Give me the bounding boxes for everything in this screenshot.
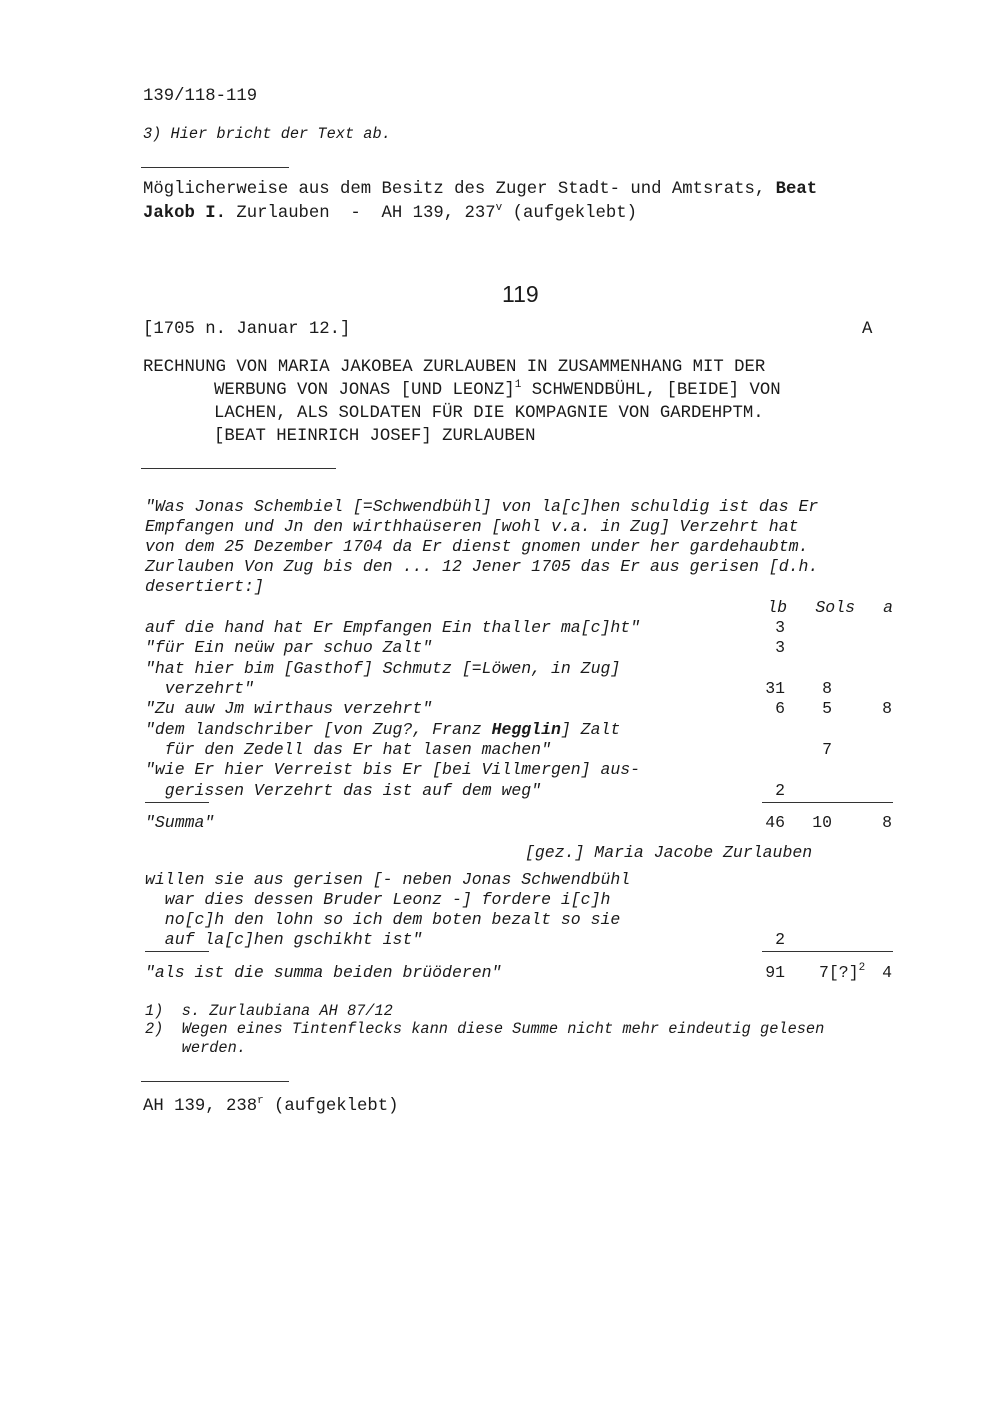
summa-lb: 46 bbox=[765, 813, 785, 832]
addendum-lb: 2 bbox=[775, 930, 785, 949]
addendum-line-3: no[c]h den lohn so ich dem boten bezalt so sie bbox=[145, 910, 621, 929]
column-header-sols: Sols bbox=[815, 598, 855, 617]
intro-line-5: desertiert:] bbox=[145, 577, 264, 596]
footer-rule bbox=[141, 1081, 289, 1082]
archive-reference: AH 139, 238$^r$ (aufgeklebt) bbox=[143, 1095, 399, 1116]
total-label: "als ist die summa beiden brüöderen" bbox=[145, 963, 502, 982]
footnote-rule bbox=[141, 167, 289, 168]
provenance-line-2: Jakob I. Zurlauben - AH 139, 237$^v$ (aufgeklebt) bbox=[143, 202, 638, 223]
left-sum-rule bbox=[145, 802, 209, 803]
account-row-1-lb: 3 bbox=[775, 618, 785, 637]
addendum-line-2: war dies dessen Bruder Leonz -] fordere i[c]h bbox=[145, 890, 611, 909]
footnote-2-line-2: werden. bbox=[145, 1039, 246, 1057]
page-reference: 139/118-119 bbox=[143, 87, 258, 106]
summa-a: 8 bbox=[882, 813, 892, 832]
account-row-2-text: "für Ein neüw par schuo Zalt" bbox=[145, 638, 433, 657]
account-row-3-text-1: "hat hier bim [Gasthof] Schmutz [=Löwen, in Zug] bbox=[145, 659, 621, 678]
account-row-1-text: auf die hand hat Er Empfangen Ein thaller ma[c]ht" bbox=[145, 618, 641, 637]
intro-line-1: "Was Jonas Schembiel [=Schwendbühl] von la[c]hen schuldig ist das Er bbox=[145, 497, 819, 516]
account-row-3-lb: 31 bbox=[765, 679, 785, 698]
summa-label: "Summa" bbox=[145, 813, 215, 832]
column-header-lb: lb bbox=[767, 598, 787, 617]
intro-line-4: Zurlauben Von Zug bis den ... 12 Jener 1705 das Er aus gerisen [d.h. bbox=[145, 557, 819, 576]
column-header-a: a bbox=[883, 598, 893, 617]
intro-line-2: Empfangen und Jn den wirthhaüseren [wohl v.a. in Zug] Verzehrt hat bbox=[145, 517, 799, 536]
account-row-4-a: 8 bbox=[882, 699, 892, 718]
account-row-5-text-2: für den Zedell das Er hat lasen machen" bbox=[145, 740, 551, 759]
account-row-4-lb: 6 bbox=[775, 699, 785, 718]
total-sols: 7[?]$^2$ bbox=[819, 962, 866, 982]
account-row-5-sols: 7 bbox=[822, 740, 832, 759]
signature: [gez.] Maria Jacobe Zurlauben bbox=[525, 843, 813, 862]
account-row-6-lb: 2 bbox=[775, 781, 785, 800]
left-total-rule bbox=[145, 951, 209, 952]
account-row-3-sols: 8 bbox=[822, 679, 832, 698]
intro-line-3: von dem 25 Dezember 1704 da Er dienst gnomen under her gardehaubtm. bbox=[145, 537, 809, 556]
addendum-line-1: willen sie aus gerisen [- neben Jonas Schwendbühl bbox=[145, 870, 631, 889]
account-row-6-text-2: gerissen Verzehrt das ist auf dem weg" bbox=[145, 781, 542, 800]
document-number: 119 bbox=[502, 281, 539, 307]
account-row-2-lb: 3 bbox=[775, 638, 785, 657]
account-row-4-sols: 5 bbox=[822, 699, 832, 718]
title-line-3: LACHEN, ALS SOLDATEN FÜR DIE KOMPAGNIE VON GARDEHPTM. bbox=[214, 404, 764, 423]
document-letter: A bbox=[862, 320, 873, 339]
right-sum-rule bbox=[762, 802, 893, 803]
account-row-5-text-1: "dem landschriber [von Zug?, Franz Hegglin] Zalt bbox=[145, 720, 621, 739]
total-a: 4 bbox=[882, 963, 892, 982]
addendum-line-4: auf la[c]hen gschikht ist" bbox=[145, 930, 423, 949]
title-line-4: [BEAT HEINRICH JOSEF] ZURLAUBEN bbox=[214, 427, 536, 446]
account-row-6-text-1: "wie Er hier Verreist bis Er [bei Villmergen] aus- bbox=[145, 760, 641, 779]
title-rule bbox=[141, 468, 336, 469]
account-row-4-text: "Zu auw Jm wirthaus verzehrt" bbox=[145, 699, 433, 718]
total-lb: 91 bbox=[765, 963, 785, 982]
footnote-2-line-1: 2) Wegen eines Tintenflecks kann diese Summe nicht mehr eindeutig gelesen bbox=[145, 1020, 825, 1038]
footnote-1: 1) s. Zurlaubiana AH 87/12 bbox=[145, 1002, 393, 1020]
title-line-2: WERBUNG VON JONAS [UND LEONZ]$^1$ SCHWENDBÜHL, [BEIDE] VON bbox=[214, 379, 781, 400]
provenance-line-1: Möglicherweise aus dem Besitz des Zuger Stadt- und Amtsrats, Beat bbox=[143, 180, 818, 199]
footnote-3: 3) Hier bricht der Text ab. bbox=[143, 125, 391, 143]
title-line-1: RECHNUNG VON MARIA JAKOBEA ZURLAUBEN IN ZUSAMMENHANG MIT DER bbox=[143, 358, 766, 377]
document-date: [1705 n. Januar 12.] bbox=[143, 320, 351, 339]
account-row-3-text-2: verzehrt" bbox=[145, 679, 254, 698]
right-total-rule bbox=[762, 951, 893, 952]
summa-sols: 10 bbox=[812, 813, 832, 832]
